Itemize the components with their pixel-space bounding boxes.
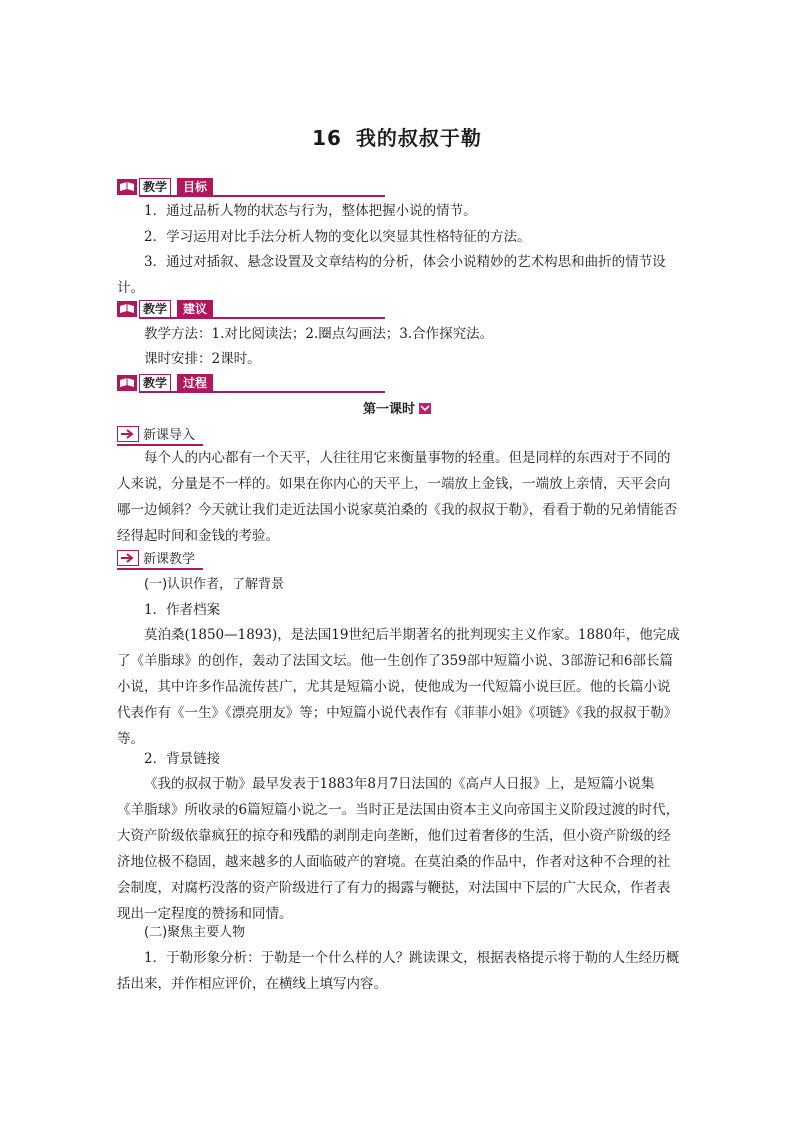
section-label-secondary: 目标 [177, 178, 213, 197]
arrow-right-icon [117, 426, 139, 442]
intro-paragraph: 每个人的内心都有一个天平，人往往用它来衡量事物的轻重。但是同样的东西对于不同的人来说，分量是不一样的。如果在你内心的天平上，一端放上金钱，一端放上亲情，天平会向哪一边倾斜？今天就让我们走近法国小说家莫泊桑的《我的叔叔于勒》，看看于勒的兄弟情能否经得起时间和金钱的考验。 [117, 450, 678, 544]
section-label-secondary: 过程 [177, 374, 213, 393]
part-heading: (二)聚焦主要人物 [144, 925, 246, 940]
title-text: 我的叔叔于勒 [355, 126, 482, 150]
section-rule [139, 391, 385, 393]
goal-item: 2．学习运用对比手法分析人物的变化以突显其性格特征的方法。 [144, 229, 531, 245]
section-header-goals [117, 178, 385, 196]
section-header-suggest [117, 300, 385, 318]
subsection-label: 新课导入 [143, 428, 196, 443]
book-icon [117, 375, 137, 391]
subsection-rule [117, 568, 203, 570]
lesson-title [0, 398, 794, 417]
arrow-right-icon [117, 550, 139, 566]
suggest-item: 课时安排：2课时。 [144, 351, 261, 367]
book-icon [117, 179, 137, 195]
chevron-down-icon [419, 403, 431, 414]
goal-item: 3．通过对插叙、悬念设置及文章结构的分析，体会小说精妙的艺术构思和曲折的情节设计。 [117, 254, 666, 296]
author-paragraph: 莫泊桑(1850—1893)，是法国19世纪后半期著名的批判现实主义作家。1880年，他完成了《羊脂球》的创作，轰动了法国文坛。他一生创作了359部中短篇小说、3部游记和6部长篇小说，其中许多作品流传甚广，尤其是短篇小说，使他成为一代短篇小说巨匠。他的长篇小说代表作有《一生》《漂亮朋友》等；中短篇小说代表作有《菲菲小姐》《项链》《我的叔叔于勒》等。 [117, 627, 680, 747]
background-paragraph: 《我的叔叔于勒》最早发表于1883年8月7日法国的《高卢人日报》上，是短篇小说集《羊脂球》所收录的6篇短篇小说之一。当时正是法国由资本主义向帝国主义阶段过渡的时代，大资产阶级依靠疯狂的掠夺和残酷的剥削走向垄断，他们过着奢侈的生活，但小资产阶级的经济地位极不稳固，越来越多的人面临破产的窘境。在莫泊桑的作品中，作者对这种不合理的社会制度，对腐朽没落的资产阶级进行了有力的揭露与鞭挞，对法国中下层的广大民众，作者表现出一定程度的赞扬和同情。 [117, 776, 680, 922]
lesson-title-text: 第一课时 [362, 402, 415, 417]
book-icon [117, 301, 137, 317]
title-number: 16 [312, 126, 342, 150]
character-paragraph: 1．于勒形象分析：于勒是一个什么样的人？跳读课文，根据表格提示将于勒的人生经历概括出来，并作相应评价，在横线上填写内容。 [117, 950, 680, 992]
section-label-secondary: 建议 [177, 300, 213, 319]
subsection-header-intro [117, 426, 203, 444]
item-heading: 1．作者档案 [144, 602, 221, 618]
section-rule [139, 317, 385, 319]
part-heading: (一)认识作者，了解背景 [144, 577, 285, 592]
subsection-label: 新课教学 [143, 552, 196, 567]
suggest-item: 教学方法：1.对比阅读法；2.圈点勾画法；3.合作探究法。 [144, 326, 494, 342]
page-title [0, 122, 794, 151]
goal-item: 1．通过品析人物的状态与行为，整体把握小说的情节。 [144, 203, 477, 219]
section-label-primary: 教学 [139, 178, 171, 197]
section-label-primary: 教学 [139, 374, 171, 393]
item-heading: 2．背景链接 [144, 751, 221, 767]
section-rule [139, 195, 385, 197]
section-header-process [117, 374, 385, 392]
section-label-primary: 教学 [139, 300, 171, 319]
subsection-header-teach [117, 550, 203, 568]
